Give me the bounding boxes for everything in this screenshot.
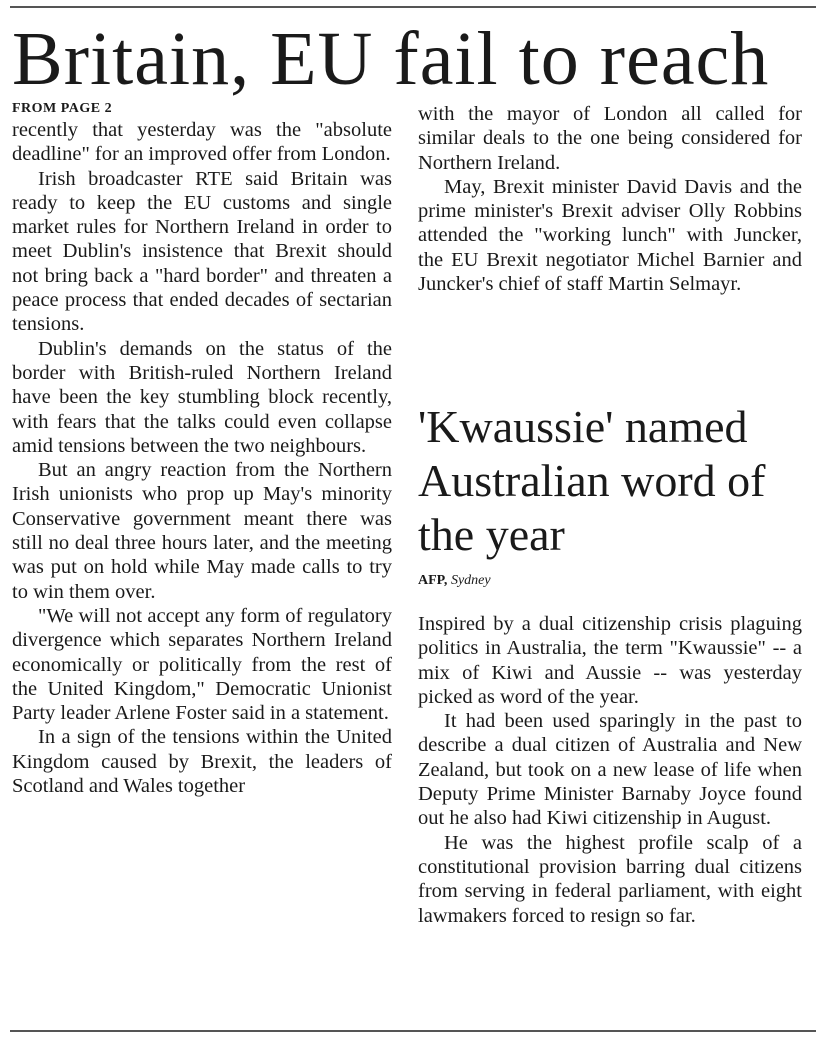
bottom-rule bbox=[10, 1030, 816, 1032]
paragraph: Inspired by a dual citizenship crisis plaguing politics in Australia, the term "Kwaussie" -- a mix of Kiwi and Aussie -- was yesterday picked as word of the year. bbox=[418, 613, 802, 708]
paragraph: May, Brexit minister David Davis and the prime minister's Brexit adviser Olly Robbins attended the "working lunch" with Juncker, the EU Brexit negotiator Michel Barnier and Juncker's chief of staff Martin Selmayr. bbox=[418, 175, 802, 296]
main-story-left-column bbox=[12, 100, 392, 798]
main-story-right-column bbox=[418, 102, 802, 296]
top-rule bbox=[10, 6, 816, 8]
byline-place: Sydney bbox=[450, 573, 491, 588]
byline bbox=[418, 572, 798, 590]
paragraph: recently that yesterday was the "absolute deadline" for an improved offer from London. bbox=[12, 119, 392, 166]
paragraph: It had been used sparingly in the past to describe a dual citizen of Australia and New Zealand, but took on a new lease of life when Deputy Prime Minister Barnaby Joyce found out he also had Kiwi citizenship in August. bbox=[418, 710, 802, 830]
second-headline: 'Kwaussie' named Australian word of the year bbox=[418, 401, 766, 560]
paragraph: "We will not accept any form of regulatory divergence which separates Northern Ireland economically or politically from the rest of the United Kingdom," Democratic Unionist Party leader Arlene Foster said in a statement. bbox=[12, 604, 392, 725]
paragraph: He was the highest profile scalp of a constitutional provision barring dual citizens from serving in federal parliament, with eight lawmakers forced to resign so far. bbox=[418, 831, 802, 927]
paragraph: Irish broadcaster RTE said Britain was ready to keep the EU customs and single market rules for Northern Ireland in order to meet Dublin's insistence that Brexit should not bring back a "hard border" and threaten a peace process that ended decades of sectarian tensions. bbox=[12, 167, 392, 336]
paragraph: But an angry reaction from the Northern Irish unionists who prop up May's minority Conservative government meant there was still no deal three hours later, and the meeting was put on hold while May made calls to try to win them over. bbox=[12, 459, 392, 603]
paragraph: In a sign of the tensions within the United Kingdom caused by Brexit, the leaders of Scotland and Wales together bbox=[12, 726, 392, 798]
paragraph: Dublin's demands on the status of the border with British-ruled Northern Ireland have been the key stumbling block recently, with fears that the talks could even collapse amid tensions between the two neighbours. bbox=[12, 337, 392, 457]
byline-agency: AFP, bbox=[418, 573, 448, 588]
main-headline: Britain, EU fail to reach bbox=[12, 17, 770, 101]
second-story-body bbox=[418, 612, 802, 928]
paragraph: with the mayor of London all called for similar deals to the one being considered for Northern Ireland. bbox=[418, 103, 802, 174]
continuation-label: FROM PAGE 2 bbox=[12, 101, 113, 116]
